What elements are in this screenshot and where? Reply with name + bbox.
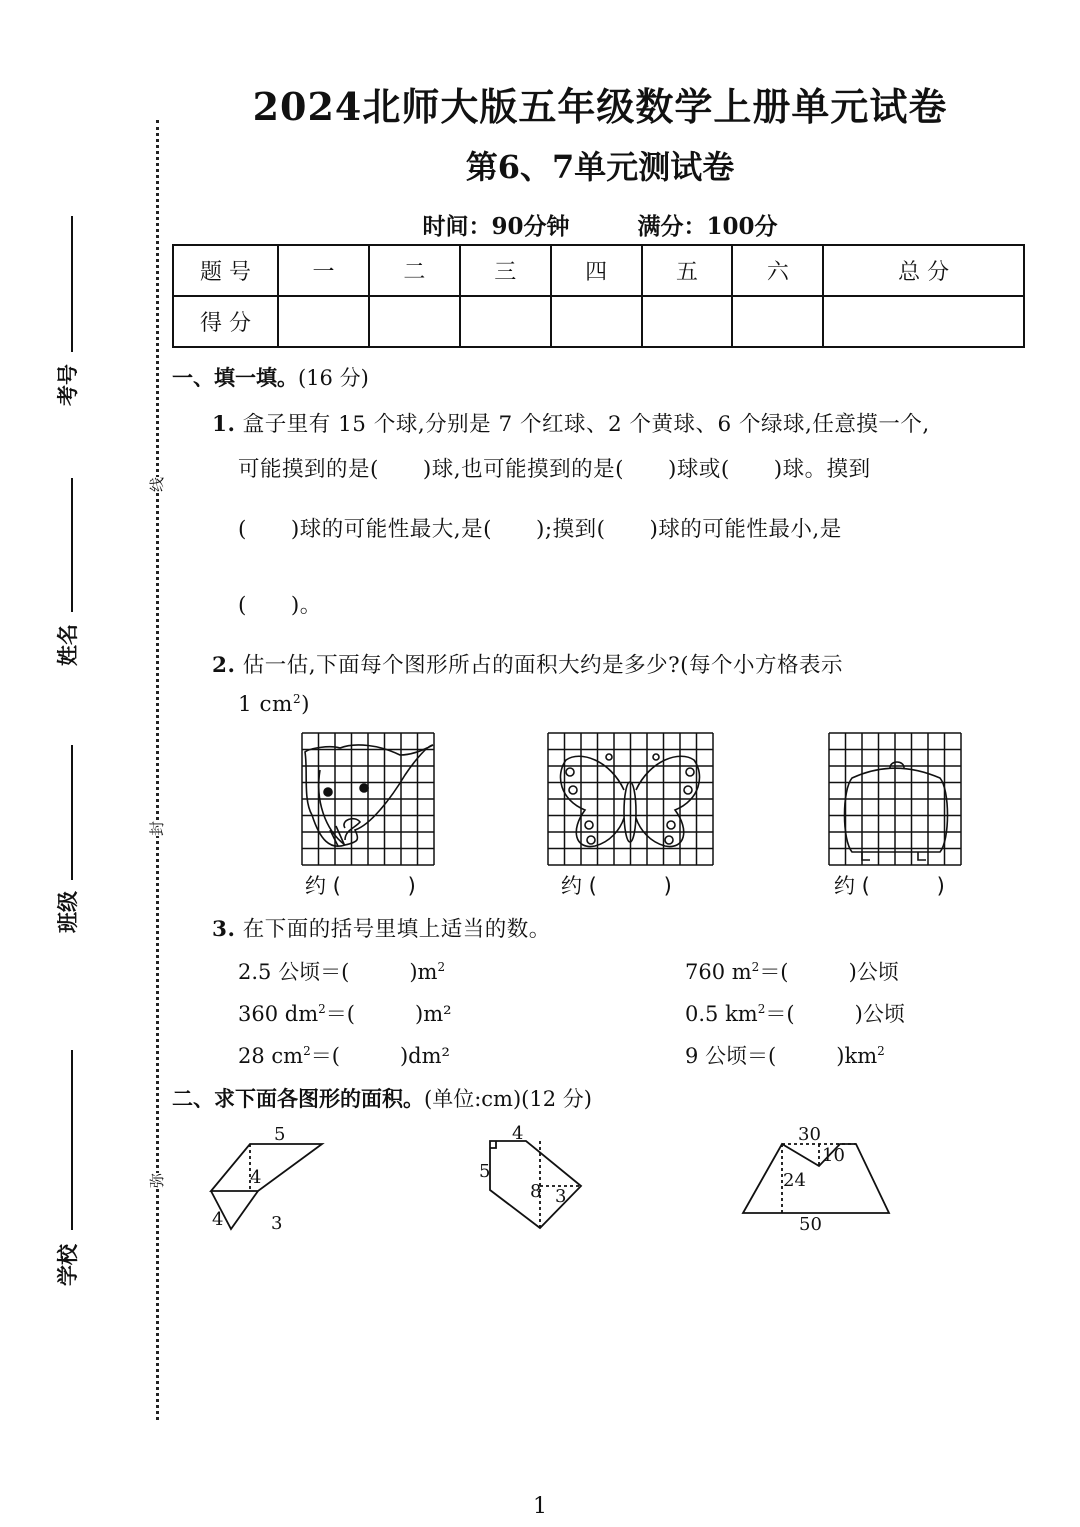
table-cell: 一: [278, 245, 369, 296]
conversion-item[interactable]: 28 $cm^2=$( )dm²: [238, 1044, 450, 1068]
conversion-item[interactable]: 0.5 $km^2=$( )公顷: [685, 1002, 905, 1026]
section-points: (16 分): [298, 366, 369, 390]
time-limit: 时间：90分钟: [422, 213, 570, 240]
dim-label: 5: [274, 1124, 286, 1145]
question-line: 可能摸到的是( )球,也可能摸到的是( )球或( )球。摸到: [238, 457, 871, 482]
answer-blank[interactable]: 约 ( ): [834, 874, 945, 898]
dim-label: 4: [212, 1209, 224, 1230]
conversion-item[interactable]: 760 $m^2=$( )公顷: [685, 960, 899, 984]
table-cell: 三: [460, 245, 551, 296]
page-number: 1: [533, 1494, 547, 1519]
cut-mark: 弥: [148, 1172, 167, 1189]
table-cell: 得 分: [173, 296, 278, 347]
dim-label: 4: [250, 1167, 262, 1188]
question-line: ( )球的可能性最大,是( );摸到( )球的可能性最小,是: [238, 517, 842, 542]
question-text: 估一估,下面每个图形所占的面积大约是多少?(每个小方格表示: [242, 653, 844, 678]
cut-mark: 封: [148, 820, 167, 837]
section-title: 二、求下面各图形的面积。: [172, 1087, 424, 1111]
parallelogram-triangle-figure: [211, 1144, 322, 1229]
dim-label: 3: [555, 1186, 567, 1207]
unit-text: 1 cm: [238, 692, 293, 718]
trapezoid-figure: [743, 1144, 889, 1213]
superscript: 2: [292, 692, 302, 706]
school-label: 学校: [56, 1244, 80, 1286]
section-heading: [172, 1083, 592, 1113]
conversion-item[interactable]: 2.5 公顷＝( )$m^2$: [238, 960, 446, 984]
dim-label: 4: [512, 1123, 524, 1144]
class-label: 班级: [56, 891, 80, 933]
dim-label: 30: [798, 1124, 821, 1145]
dim-label: 50: [799, 1214, 822, 1235]
bag-icon: [845, 762, 948, 860]
conversion-item[interactable]: 360 $dm^2=$( )m²: [238, 1002, 452, 1026]
page-title: 2024北师大版五年级数学上册单元试卷: [252, 84, 948, 129]
dim-label: 8: [530, 1181, 542, 1202]
name-label: 姓名: [56, 624, 80, 666]
answer-blank[interactable]: 约 ( ): [305, 874, 416, 898]
paren: ): [301, 692, 310, 718]
dim-label: 3: [271, 1213, 283, 1234]
question-line: [212, 912, 551, 943]
table-cell: 总 分: [823, 245, 1024, 296]
table-cell: 二: [369, 245, 460, 296]
dim-label: 5: [479, 1161, 491, 1182]
full-score: 满分：100分: [637, 213, 778, 240]
cut-mark: 线: [148, 476, 167, 493]
conversion-item[interactable]: 9 公顷＝( )$km^2$: [685, 1044, 885, 1068]
exam-number-label: 考号: [56, 364, 80, 406]
question-text: 在下面的括号里填上适当的数。: [242, 917, 551, 942]
question-line: ( )。: [238, 593, 322, 618]
question-text: 盒子里有 15 个球,分别是 7 个红球、2 个黄球、6 个绿球,任意摸一个,: [242, 412, 930, 437]
elephant-icon: [305, 745, 433, 846]
dim-label: 24: [783, 1170, 806, 1191]
dim-label: 10: [822, 1145, 845, 1166]
question-number: 1.: [212, 412, 236, 437]
question-number: 3.: [212, 917, 236, 942]
section-title: 一、填一填。: [172, 366, 298, 390]
table-cell: 六: [732, 245, 823, 296]
table-cell: 四: [551, 245, 642, 296]
table-cell: 题 号: [173, 245, 278, 296]
table-cell: 五: [642, 245, 733, 296]
question-number: 2.: [212, 653, 236, 678]
section-points: (单位:cm)(12 分): [424, 1087, 592, 1111]
page-subtitle: 第6、7单元测试卷: [465, 148, 735, 186]
answer-blank[interactable]: 约 ( ): [561, 874, 672, 898]
